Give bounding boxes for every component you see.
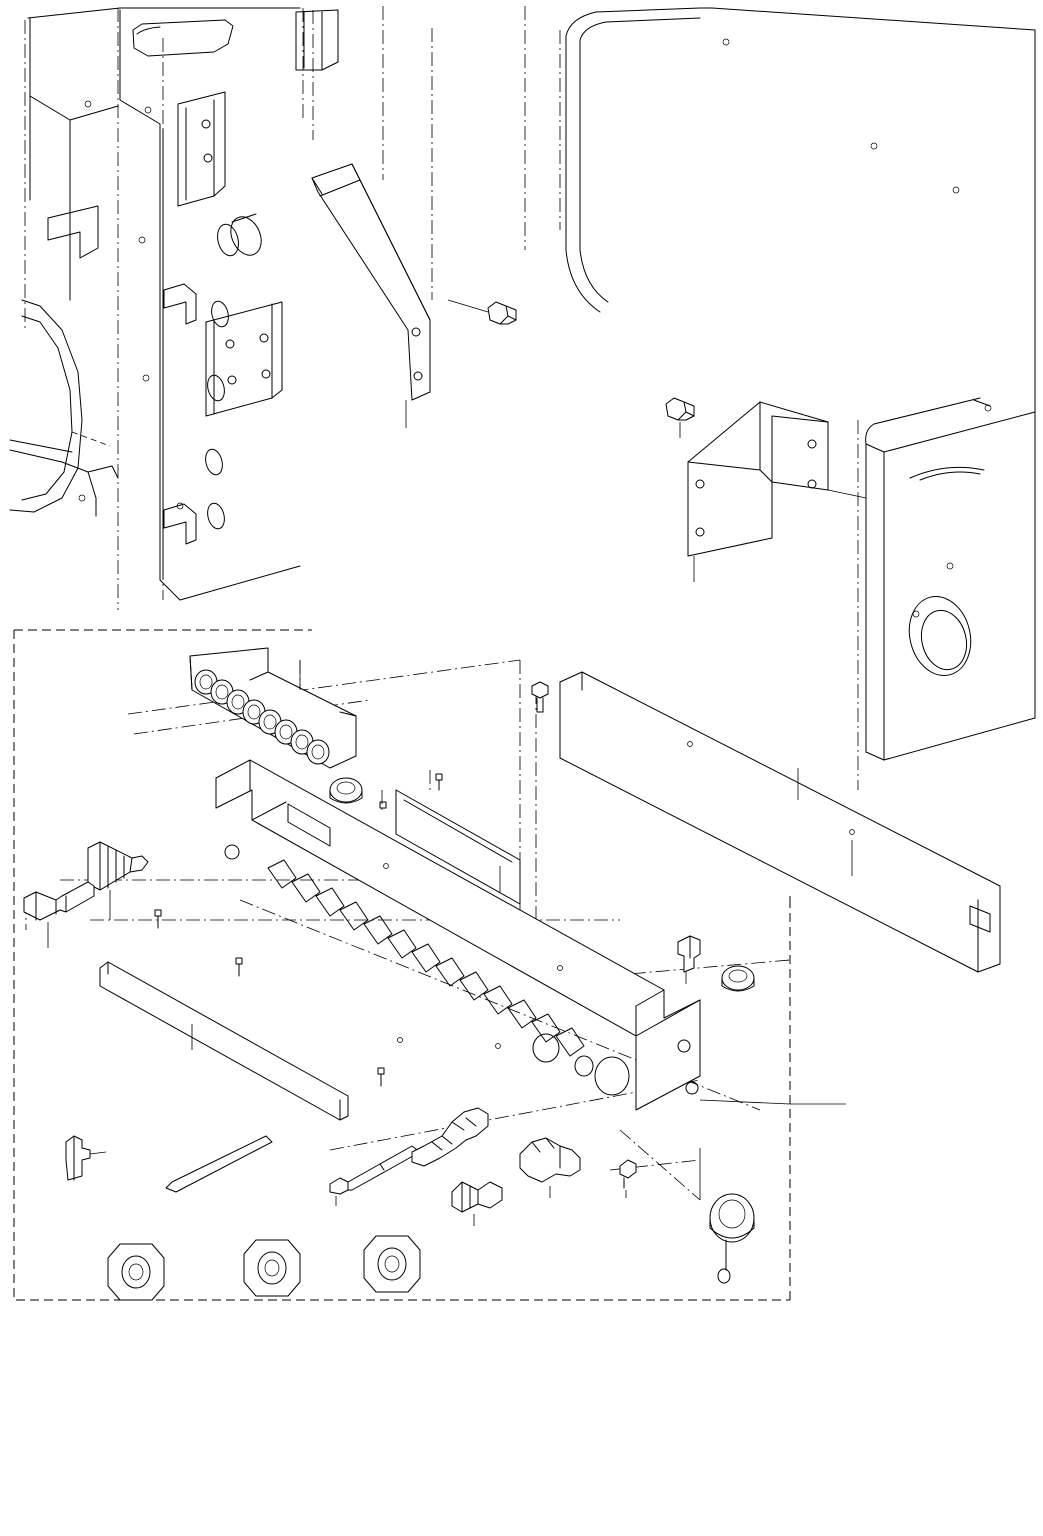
long-rod bbox=[166, 1136, 272, 1192]
connector-plug-left-upper bbox=[88, 842, 148, 920]
connector-terminal-strip bbox=[190, 648, 356, 768]
connector-plug-lower-left bbox=[452, 1182, 502, 1226]
cabinet-left-frame bbox=[10, 6, 525, 610]
long-cover-panel bbox=[560, 672, 1000, 972]
small-valve-part bbox=[66, 1136, 106, 1180]
connector-plug-mid bbox=[412, 1108, 488, 1166]
small-screw-right bbox=[620, 1160, 636, 1198]
grommet-right bbox=[722, 966, 754, 991]
bolt-upper-left bbox=[448, 300, 516, 324]
dust-cap-with-chain bbox=[700, 1148, 754, 1283]
cabinet-right-frame bbox=[560, 8, 1035, 790]
bumper-cylinders bbox=[108, 1236, 420, 1300]
connector-plug-lower-right bbox=[520, 1138, 580, 1198]
upper-angle-bracket bbox=[312, 164, 430, 428]
bolt-upper-right bbox=[666, 398, 694, 438]
pin-with-nut bbox=[330, 1146, 420, 1206]
upper-right-bracket bbox=[688, 402, 866, 582]
grommet-upper bbox=[330, 778, 362, 803]
slim-angle-bar bbox=[100, 962, 348, 1120]
clip-bracket bbox=[678, 936, 700, 984]
bolt-cover-panel bbox=[532, 682, 548, 712]
connector-nipple-left-lower bbox=[24, 882, 94, 948]
